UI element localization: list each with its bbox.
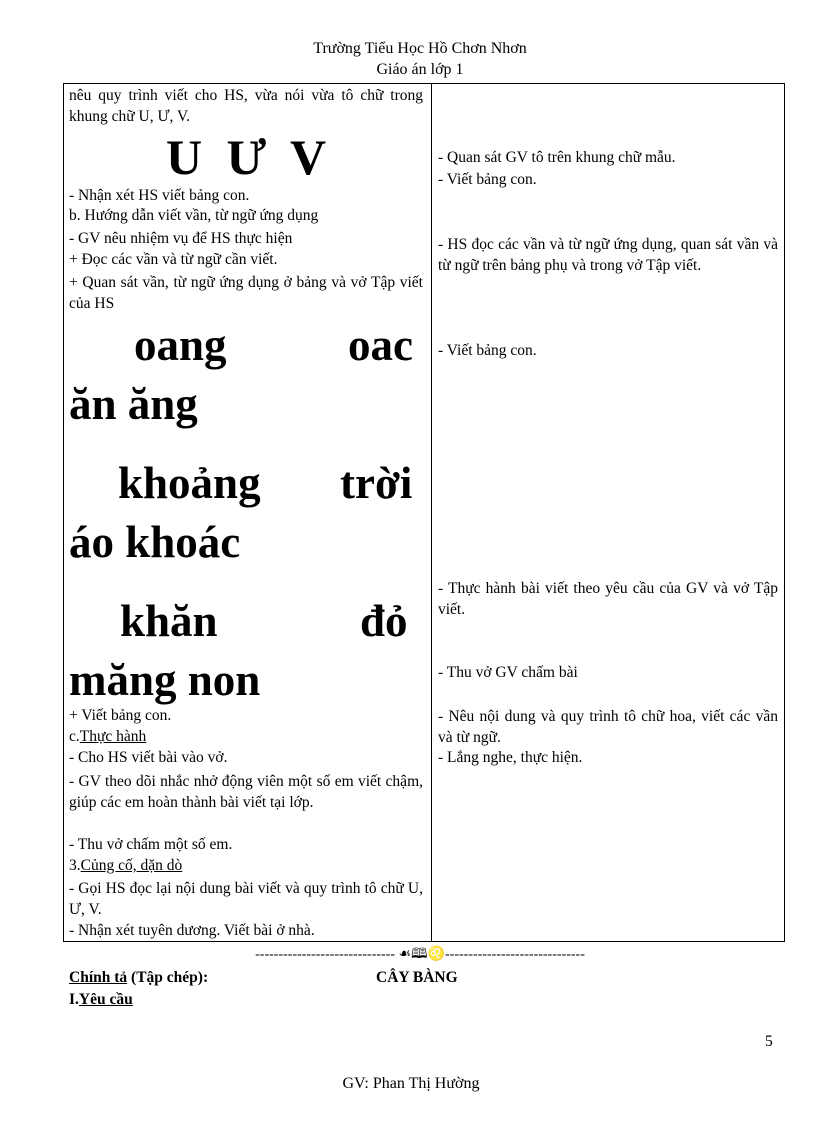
- school-name: Trường Tiểu Học Hồ Chơn Nhơn: [313, 40, 527, 57]
- right-line-2: - Viết bảng con.: [438, 171, 537, 188]
- teacher-footer: GV: Phan Thị Hường: [342, 1075, 480, 1092]
- requirements-heading: I.Yêu cầu: [69, 991, 133, 1008]
- word-oang: oang: [134, 320, 227, 370]
- right-line-7: - Nêu nội dung và quy trình tô chữ hoa, viết các vần và từ ngữ.: [438, 708, 778, 746]
- section-3-title: Củng cố, dặn dò: [80, 857, 183, 874]
- right-line-3: - HS đọc các vần và từ ngữ ứng dụng, quan sát vần và từ ngữ trên bảng phụ và trong vở Tập viết.: [438, 236, 778, 274]
- left-line-12: - Gọi HS đọc lại nội dung bài viết và quy trình tô chữ U, Ư, V.: [69, 880, 423, 918]
- sample-letters: U Ư V: [165, 129, 327, 185]
- next-lesson-label: Chính tả (Tập chép):: [69, 969, 209, 986]
- word-troi: trời: [340, 458, 413, 508]
- page-number: 5: [765, 1033, 773, 1050]
- right-line-5: - Thực hành bài viết theo yêu cầu của GV và vở Tập viết.: [438, 580, 778, 618]
- word-khoang: khoảng: [118, 458, 261, 508]
- word-do: đỏ: [360, 596, 408, 646]
- left-line-9: - GV theo dõi nhắc nhở động viên một số em viết chậm, giúp các em hoàn thành bài viết tại lớp.: [69, 773, 423, 811]
- section-separator: ------------------------------ ☙🕮♌------------------------------: [255, 947, 585, 962]
- table-divider: [431, 83, 432, 942]
- left-line-1: - Nhận xét HS viết bảng con.: [69, 187, 250, 204]
- section-3: 3.Củng cố, dặn dò: [69, 857, 183, 874]
- left-line-4: + Đọc các vần và từ ngữ cần viết.: [69, 251, 278, 268]
- left-line-10: - Thu vở chấm một số em.: [69, 836, 233, 853]
- word-mang-non: măng non: [69, 655, 261, 705]
- intro-text: nêu quy trình viết cho HS, vừa nói vừa tô chữ trong khung chữ U, Ư, V.: [69, 87, 423, 125]
- word-an-ang: ăn ăng: [69, 379, 198, 429]
- subject-title: Giáo án lớp 1: [376, 61, 464, 78]
- right-line-8: - Lắng nghe, thực hiện.: [438, 749, 583, 766]
- left-line-3: - GV nêu nhiệm vụ để HS thực hiện: [69, 230, 293, 247]
- right-line-6: - Thu vở GV chấm bài: [438, 664, 578, 681]
- word-oac: oac: [348, 320, 413, 370]
- word-khan: khăn: [120, 596, 218, 646]
- left-line-8: - Cho HS viết bài vào vở.: [69, 749, 228, 766]
- left-line-13: - Nhận xét tuyên dương. Viết bài ở nhà.: [69, 922, 315, 939]
- left-line-2: b. Hướng dẫn viết vần, từ ngữ ứng dụng: [69, 207, 319, 224]
- next-lesson-title: CÂY BÀNG: [376, 969, 458, 986]
- word-ao-khoac: áo khoác: [69, 517, 241, 567]
- left-line-5: + Quan sát vần, từ ngữ ứng dụng ở bảng và vở Tập viết của HS: [69, 274, 423, 312]
- right-line-1: - Quan sát GV tô trên khung chữ mẫu.: [438, 149, 676, 166]
- left-line-6: + Viết bảng con.: [69, 707, 172, 724]
- section-c: c.Thực hành: [69, 728, 147, 745]
- section-c-title: Thực hành: [79, 728, 147, 745]
- right-line-4: - Viết bảng con.: [438, 342, 537, 359]
